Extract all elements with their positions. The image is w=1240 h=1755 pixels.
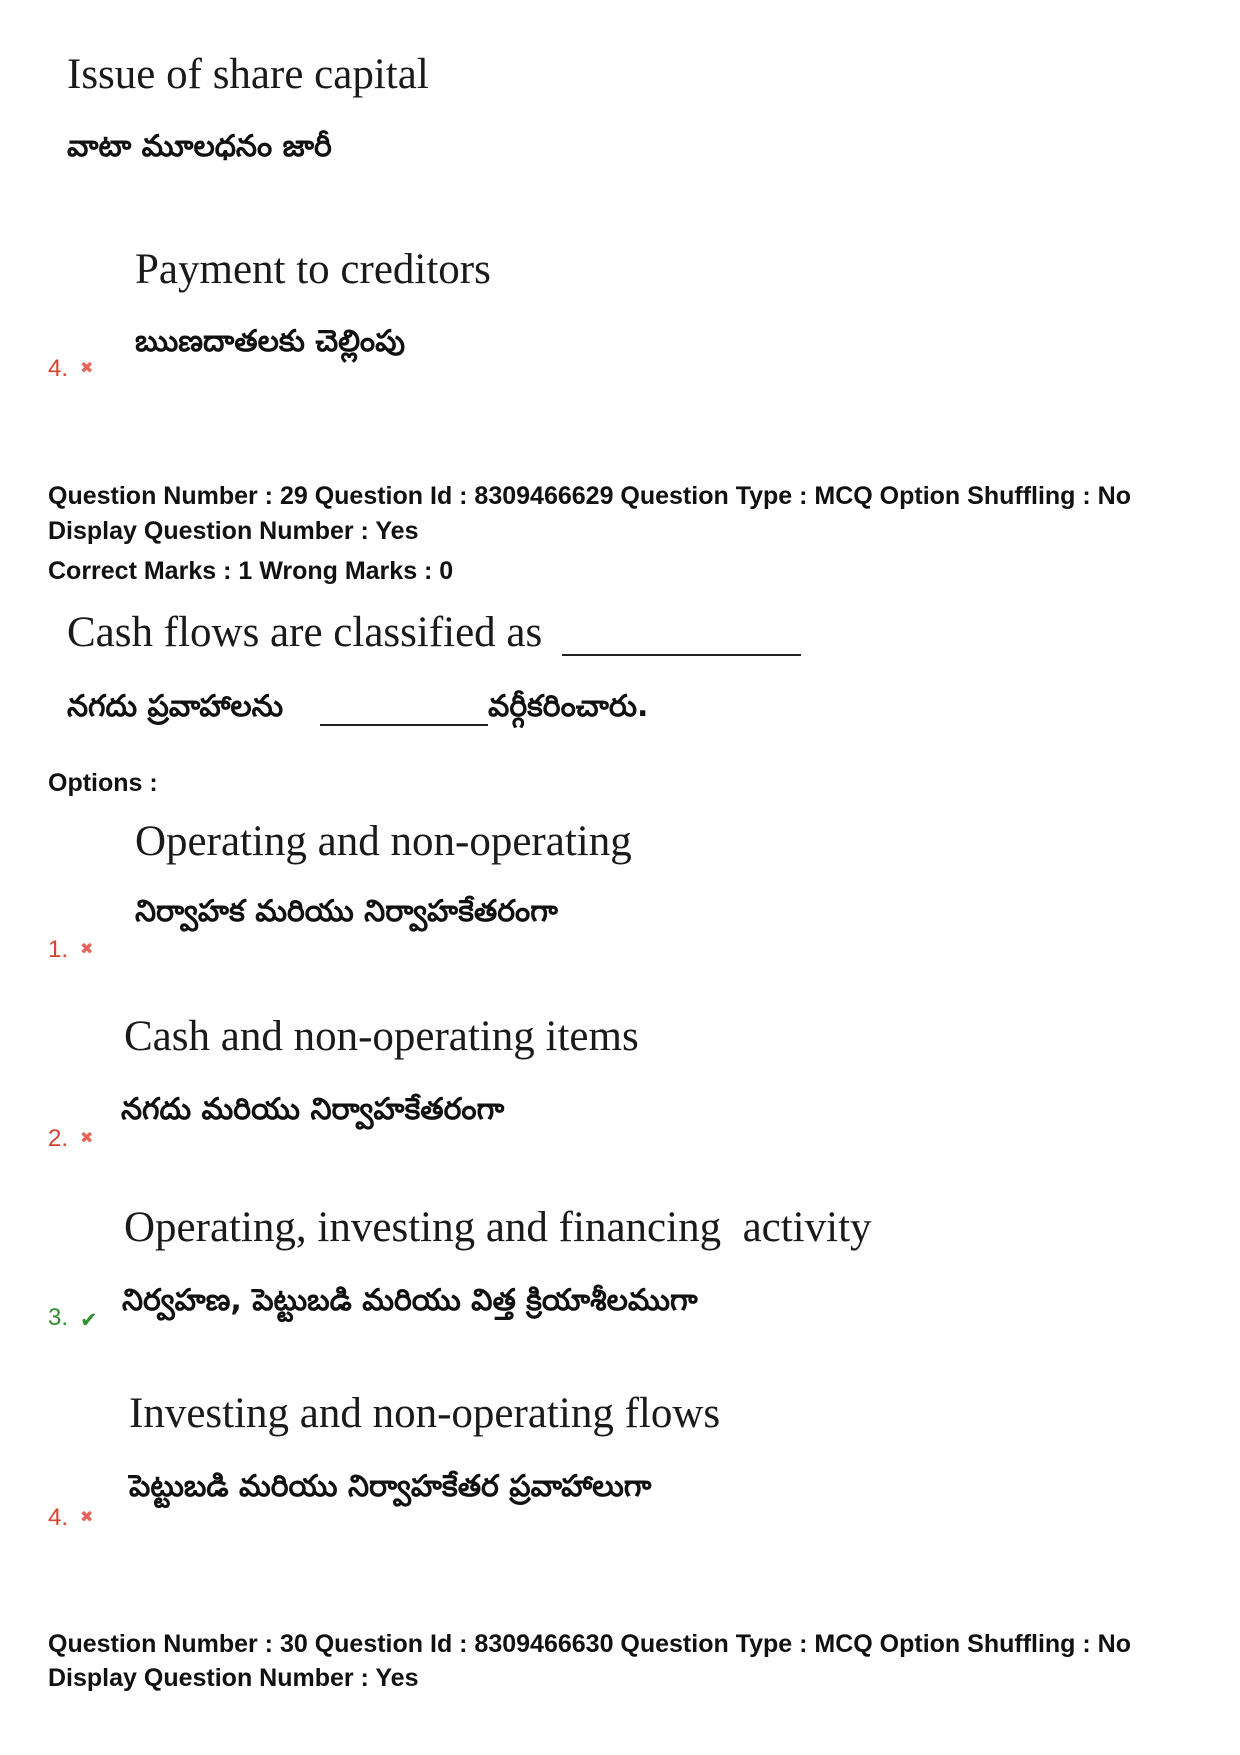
option-telugu-text: నిర్వహణ, పెట్టుబడి మరియు విత్త క్రియాశీలముగా — [122, 1283, 698, 1318]
options-label: Options : — [48, 769, 158, 797]
option-number: 4. — [48, 355, 69, 382]
option-telugu-text: పెట్టుబడి మరియు నిర్వాహకేతర ప్రవాహాలుగా — [129, 1469, 652, 1504]
cross-icon — [80, 1127, 93, 1151]
cross-icon — [80, 357, 93, 381]
option-number: 3. — [48, 1304, 69, 1331]
option-english-text: Investing and non-operating flows — [129, 1390, 721, 1437]
cross-icon — [80, 1506, 93, 1530]
option-number: 1. — [48, 936, 69, 963]
question-english-text: Cash flows are classified as — [67, 609, 543, 656]
question-telugu-text-after-blank: వర్గీకరించారు. — [488, 689, 649, 724]
option-english-text: Cash and non-operating items — [124, 1013, 639, 1060]
option-number-marker — [48, 1127, 93, 1151]
option-telugu-text: ఋణదాతలకు చెల్లింపు — [135, 324, 406, 359]
option-english-text: Operating, investing and financing activity — [124, 1204, 872, 1251]
option-number: 4. — [48, 1504, 69, 1531]
fragment-english-text: Issue of share capital — [67, 51, 429, 98]
option-telugu-text: నగదు మరియు నిర్వాహకేతరంగా — [121, 1092, 505, 1127]
display-question-number-line: Display Question Number : Yes — [48, 1664, 419, 1692]
option-number-marker — [48, 1506, 93, 1530]
fragment-telugu-text: వాటా మూలధనం జారీ — [67, 129, 332, 164]
option-number-marker — [48, 938, 93, 962]
option-english-text: Operating and non-operating — [135, 818, 632, 865]
option-number-marker — [48, 357, 93, 381]
answer-blank-telugu — [320, 724, 488, 726]
question-header-line: Question Number : 29 Question Id : 8309466629 Question Type : MCQ Option Shuffling : No — [48, 482, 1131, 510]
option-number: 2. — [48, 1125, 69, 1152]
answer-blank — [562, 654, 801, 656]
check-icon — [80, 1306, 98, 1330]
display-question-number-line: Display Question Number : Yes — [48, 517, 419, 545]
option-english-text: Payment to creditors — [135, 246, 491, 293]
option-telugu-text: నిర్వాహక మరియు నిర్వాహకేతరంగా — [135, 894, 558, 929]
cross-icon — [80, 938, 93, 962]
question-telugu-text-before-blank: నగదు ప్రవాహాలను — [67, 689, 284, 724]
marks-line: Correct Marks : 1 Wrong Marks : 0 — [48, 557, 454, 585]
question-header-line: Question Number : 30 Question Id : 8309466630 Question Type : MCQ Option Shuffling : No — [48, 1630, 1131, 1658]
option-number-marker — [48, 1306, 98, 1330]
